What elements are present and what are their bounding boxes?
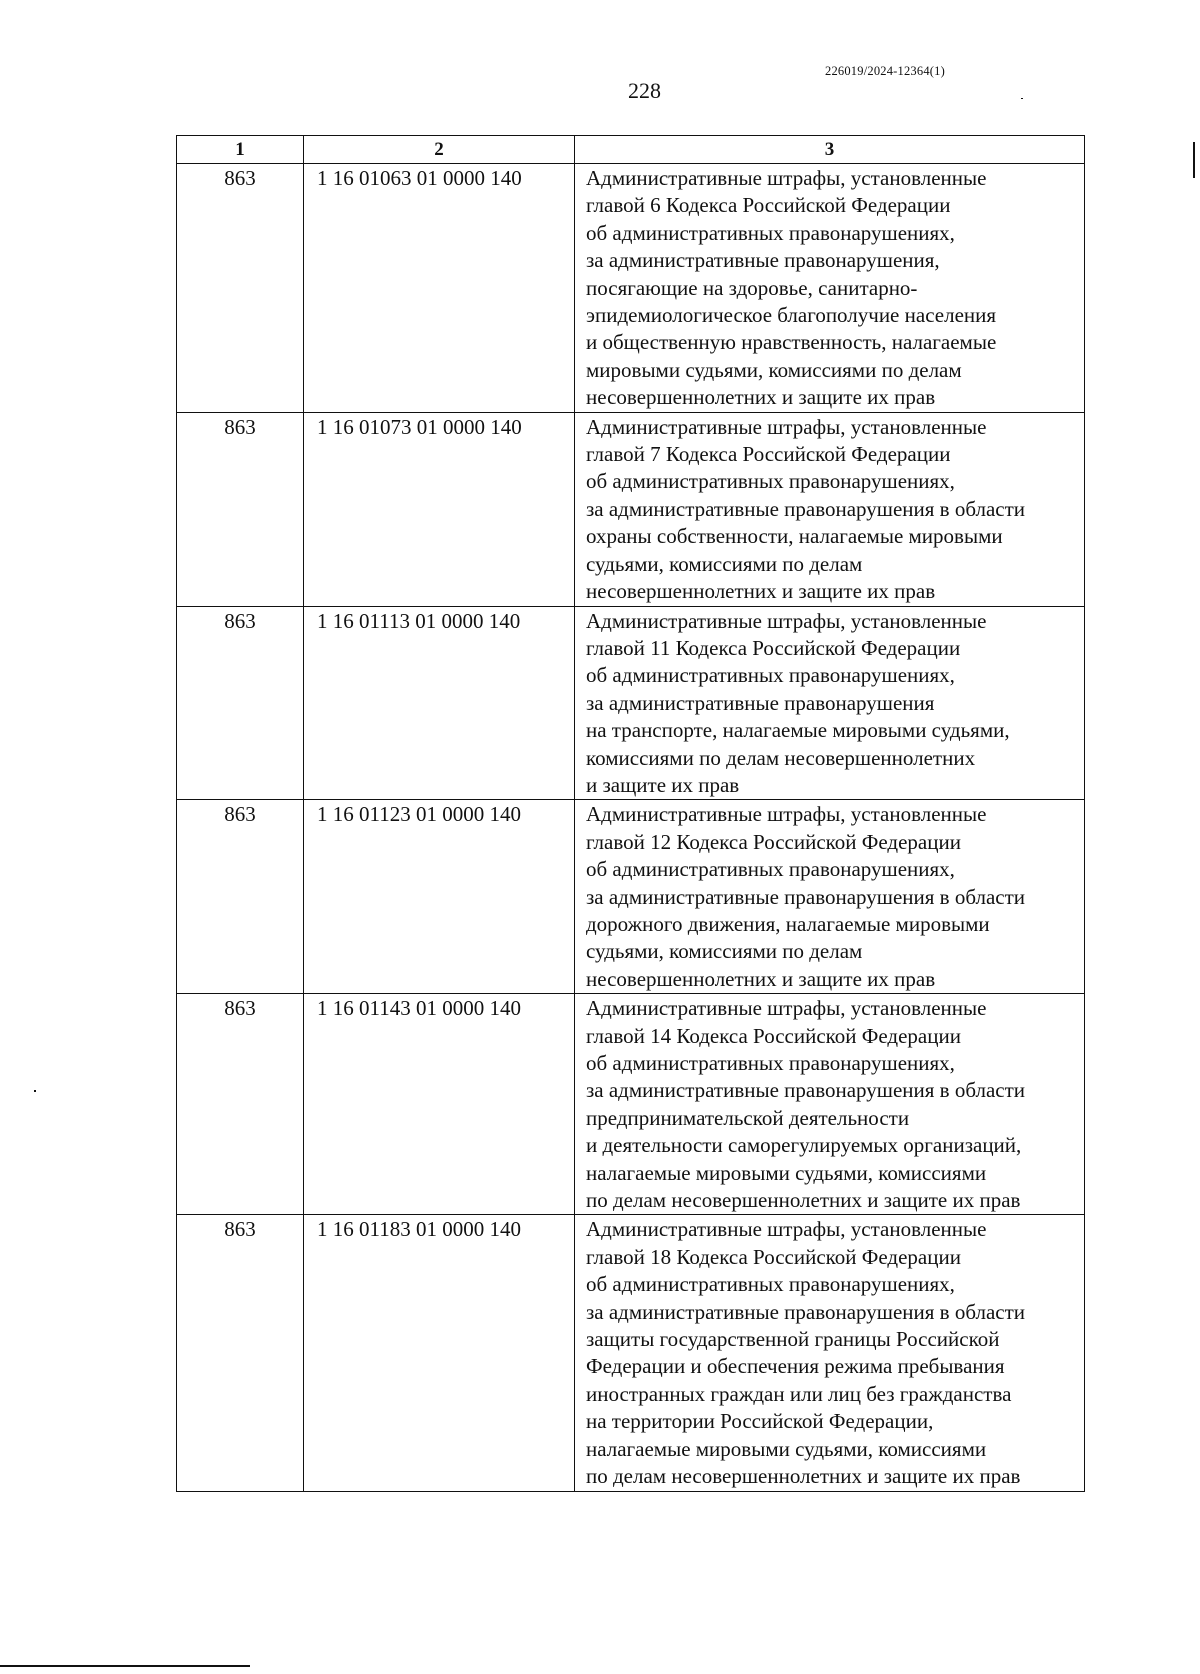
description-line: за административные правонарушения [586, 690, 935, 715]
description-line: главой 11 Кодекса Российской Федерации [586, 635, 961, 660]
description-line: об административных правонарушениях, [586, 857, 955, 882]
description-line: на транспорте, налагаемые мировыми судьями, [586, 718, 1010, 743]
description-line: Административные штрафы, установленные [586, 1217, 987, 1242]
description-line: за административные правонарушения в области [586, 496, 1026, 521]
administrator-code-cell: 863 [177, 606, 304, 800]
description-line: и деятельности саморегулируемых организаций, [586, 1133, 1022, 1158]
page-number: 228 [628, 78, 661, 103]
budget-classification-code-cell: 1 16 01063 01 0000 140 [304, 164, 575, 413]
description-line: Административные штрафы, установленные [586, 166, 987, 190]
table-body [177, 164, 1085, 1492]
description-line: несовершеннолетних и защите их прав [586, 579, 936, 604]
description-line: Административные штрафы, установленные [586, 608, 987, 633]
table-row [177, 164, 1085, 413]
scan-artifact-mark [1193, 142, 1195, 178]
revenue-description-cell [575, 800, 1085, 994]
description-line: об административных правонарушениях, [586, 1051, 955, 1075]
description-line: главой 6 Кодекса Российской Федерации [586, 193, 951, 218]
description-line: Административные штрафы, установленные [586, 802, 987, 827]
column-header-3: 3 [575, 136, 1085, 164]
administrator-code-cell: 863 [177, 412, 304, 606]
column-numbers-row [177, 136, 1085, 164]
administrator-code-cell: 863 [177, 800, 304, 994]
scan-artifact-mark [34, 1090, 36, 1092]
budget-classification-code-cell: 1 16 01183 01 0000 140 [304, 1215, 575, 1491]
table-row [177, 1215, 1085, 1491]
description-line: за административные правонарушения, [586, 248, 940, 273]
table-row [177, 412, 1085, 606]
description-line: об административных правонарушениях, [586, 220, 955, 245]
description-line: главой 12 Кодекса Российской Федерации [586, 829, 961, 854]
budget-classification-code-cell: 1 16 01073 01 0000 140 [304, 412, 575, 606]
budget-classification-code-cell: 1 16 01113 01 0000 140 [304, 606, 575, 800]
description-line: за административные правонарушения в области [586, 1299, 1026, 1324]
revenue-description-cell [575, 606, 1085, 800]
administrator-code-cell: 863 [177, 164, 304, 413]
description-line: главой 7 Кодекса Российской Федерации [586, 442, 951, 467]
table-row [177, 606, 1085, 800]
description-line: налагаемые мировыми судьями, комиссиями [586, 1436, 987, 1461]
description-line: об административных правонарушениях, [586, 469, 955, 494]
description-line: судьями, комиссиями по делам [586, 551, 863, 576]
description-line: за административные правонарушения в области [586, 1078, 1026, 1103]
scan-artifact-mark [1021, 98, 1023, 99]
description-line: эпидемиологическое благополучие населения [586, 303, 997, 328]
description-line: охраны собственности, налагаемые мировыми [586, 524, 1003, 549]
description-line: мировыми судьями, комиссиями по делам [586, 357, 962, 382]
description-line: дорожного движения, налагаемые мировыми [586, 911, 990, 936]
description-line: на территории Российской Федерации, [586, 1409, 934, 1434]
administrator-code-cell: 863 [177, 994, 304, 1215]
description-line: несовершеннолетних и защите их прав [586, 385, 936, 410]
description-line: иностранных граждан или лиц без гражданства [586, 1381, 1012, 1406]
description-line: налагаемые мировыми судьями, комиссиями [586, 1160, 987, 1185]
table-row [177, 994, 1085, 1215]
description-line: главой 14 Кодекса Российской Федерации [586, 1023, 961, 1048]
description-line: несовершеннолетних и защите их прав [586, 966, 936, 991]
description-line: об административных правонарушениях, [586, 663, 955, 688]
description-line: судьями, комиссиями по делам [586, 939, 863, 964]
column-header-2: 2 [304, 136, 575, 164]
column-header-1: 1 [177, 136, 304, 164]
description-line: и защите их прав [586, 772, 740, 797]
description-line: об административных правонарушениях, [586, 1272, 955, 1297]
budget-classification-code-cell: 1 16 01123 01 0000 140 [304, 800, 575, 994]
revenue-description-cell [575, 412, 1085, 606]
administrator-code-cell: 863 [177, 1215, 304, 1491]
description-line: и общественную нравственность, налагаемые [586, 330, 997, 355]
budget-codes-table [176, 135, 1085, 1492]
table-row [177, 800, 1085, 994]
description-line: Федерации и обеспечения режима пребывания [586, 1354, 1005, 1379]
description-line: главой 18 Кодекса Российской Федерации [586, 1244, 961, 1269]
description-line: Административные штрафы, установленные [586, 996, 987, 1021]
description-line: за административные правонарушения в области [586, 884, 1026, 909]
description-line: по делам несовершеннолетних и защите их прав [586, 1464, 1021, 1489]
document-registration-number: 226019/2024-12364(1) [825, 64, 945, 78]
description-line: предпринимательской деятельности [586, 1105, 910, 1130]
scan-artifact-mark [0, 1665, 250, 1667]
description-line: посягающие на здоровье, санитарно- [586, 275, 918, 300]
revenue-description-cell [575, 1215, 1085, 1491]
description-line: Административные штрафы, установленные [586, 414, 987, 439]
description-line: защиты государственной границы Российской [586, 1327, 1000, 1352]
revenue-description-cell [575, 164, 1085, 413]
description-line: по делам несовершеннолетних и защите их прав [586, 1188, 1021, 1213]
revenue-description-cell [575, 994, 1085, 1215]
table-header [177, 136, 1085, 164]
budget-classification-code-cell: 1 16 01143 01 0000 140 [304, 994, 575, 1215]
description-line: комиссиями по делам несовершеннолетних [586, 745, 976, 770]
